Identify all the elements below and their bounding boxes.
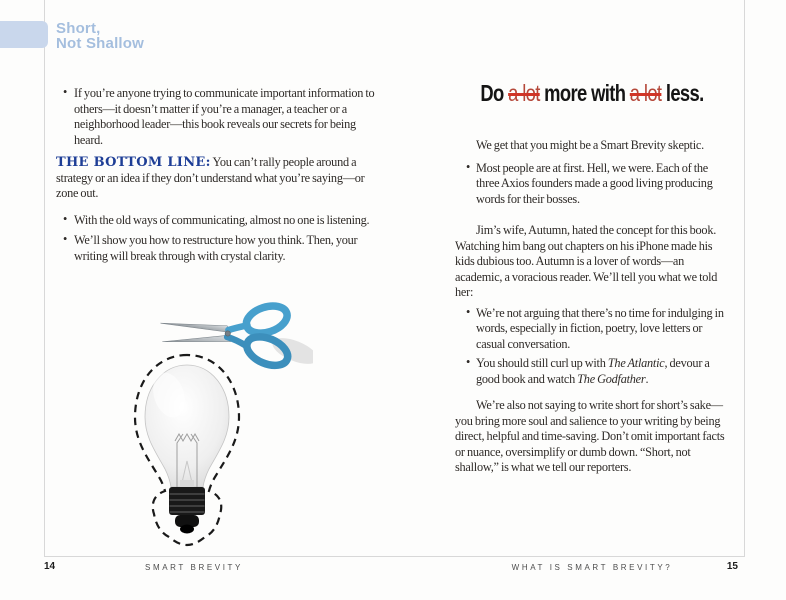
headline-text: Do [480,80,509,106]
chapter-heading [56,21,144,51]
chapter-heading-line1: Short, [56,20,101,37]
body-paragraph: We’re also not saying to write short for short’s sake—you bring more soul and salience to your writing by being direct, helpful and time-saving. Don’t omit important facts or nuance, oversimplify or dumb down. “Short, not shallow,” is what we tell our reporters. [455,398,725,474]
chapter-tab [0,21,48,48]
text-segment: . [645,371,649,386]
right-running-head: WHAT IS SMART BREVITY? [511,563,673,572]
bottom-line-text: You can’t rally people around a strategy or an idea if they don’t understand what you’re saying—or zone out. [56,155,365,200]
text-segment: You should still curl up with [476,356,608,370]
body-bullet: • We’re not arguing that there’s no time for indulging in words, especially in fiction, poetry, love letters or casual conversation. [455,306,731,353]
headline-text: more with [539,80,630,106]
right-page-body [455,138,731,476]
headline-strikethrough-word: a lot [629,80,662,106]
scissors-handle-lower [243,331,292,371]
text-segment: The Atlantic [607,356,665,370]
bottom-line-label: THE BOTTOM LINE: [56,155,211,170]
intro-bullet: • If you’re anyone trying to communicate important information to others—it doesn’t matter if you’re a manager, a teacher or a neighborhood leader—this book reveals our secrets for being heard. [56,86,386,148]
left-page-body [56,86,386,264]
body-bullet [455,356,731,387]
right-page-number: 15 [726,561,738,572]
scissors-handle-upper [243,301,291,338]
scissors-lightbulb-illustration [127,291,313,553]
lightbulb-screw-base [169,487,205,534]
scissors-icon [156,291,300,372]
right-page-headline [454,80,729,107]
chapter-heading-line2: Not Shallow [56,35,145,52]
bottom-line-paragraph [56,155,386,202]
text-segment: , devour a good book and watch [476,356,710,386]
takeaway-bullet: • With the old ways of communicating, almost no one is listening. [56,213,386,229]
intro-line: We get that you might be a Smart Brevity skeptic. [476,138,704,152]
scissors-blade-upper [161,314,232,335]
headline-strikethrough-word: a lot [508,80,540,106]
takeaway-bullet: • We’ll show you how to restructure how you think. Then, your writing will break through with crystal clarity. [56,233,386,264]
body-paragraph: Jim’s wife, Autumn, hated the concept for this book. Watching him bang out chapters on his iPhone made his kids dubious too. Autumn is a lover of words—an academic, a voracious reader. We’ll tell you what we told her: [455,223,718,299]
headline-text: less. [661,80,704,106]
page-frame-left-rule [44,0,45,556]
body-bullet: • Most people are at first. Hell, we were. Each of the three Axios founders made a good living producing words for their bosses. [455,161,731,208]
text-segment: The Godfather [577,371,646,386]
page-frame-right-rule [744,0,745,556]
page-frame-bottom-rule [44,556,745,557]
left-page-number: 14 [44,561,56,572]
scissors-shank-lower [226,337,246,345]
left-running-head: SMART BREVITY [145,563,243,572]
